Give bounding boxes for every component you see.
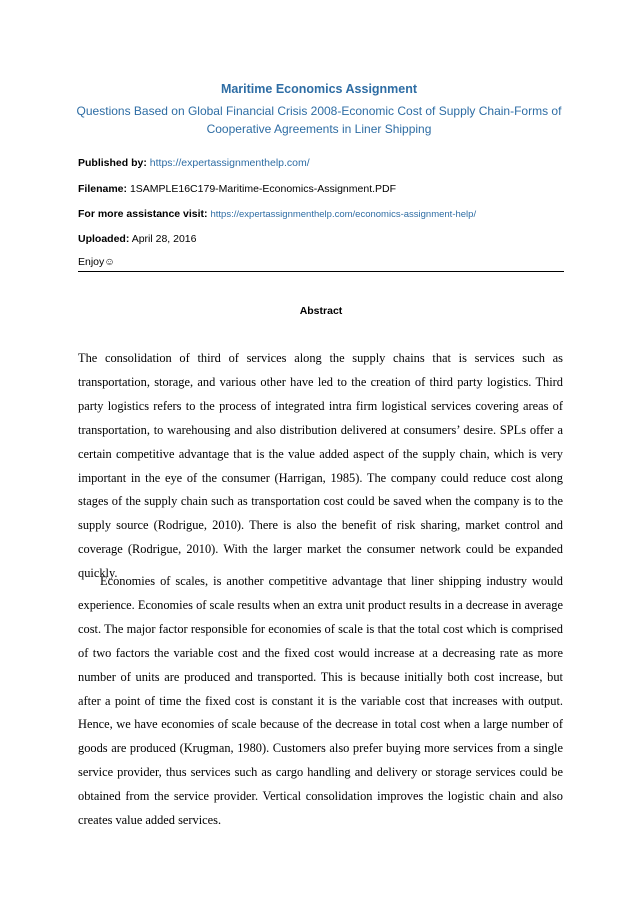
assistance-link[interactable]: https://expertassignmenthelp.com/economics-assignment-help/ [210, 209, 477, 220]
published-by-line [78, 157, 310, 169]
uploaded-label: Uploaded: [78, 233, 130, 245]
uploaded-value: April 28, 2016 [131, 233, 197, 245]
uploaded-line [78, 233, 196, 245]
abstract-paragraph-2: Economies of scales, is another competitive advantage that liner shipping industry would experience. Economies of scale results when an extra unit product results in a decrease in average cost. The major factor responsible for economies of scale is that the total cost which is comprised of two factors the variable cost and the fixed cost would increase at a decreasing rate as more number of units are produced and transported. This is because initially both cost increase, but after a point of time the fixed cost is constant it is the variable cost that increases with output. Hence, we have economies of scale because of the decrease in total cost when a large number of goods are produced (Krugman, 1980). Customers also prefer buying more services from a single service provider, thus services such as cargo handling and delivery or storage services could be obtained from the service provider. Vertical consolidation improves the logistic chain and also creates value added services. [78, 574, 563, 828]
abstract-heading: Abstract [299, 305, 343, 317]
assistance-label: For more assistance visit: [78, 208, 208, 220]
document-subtitle: Questions Based on Global Financial Crisis 2008-Economic Cost of Supply Chain-Forms of Cooperative Agreements in Liner Shipping [76, 104, 562, 136]
filename-value: 1SAMPLE16C179-Maritime-Economics-Assignment.PDF [129, 183, 397, 195]
published-by-link[interactable]: https://expertassignmenthelp.com/ [149, 157, 310, 169]
document-title: Maritime Economics Assignment [220, 82, 418, 96]
abstract-paragraph-1: The consolidation of third of services along the supply chains that is services such as transportation, storage, and various other have led to the creation of third party logistics. Third party logistics refers to the process of integrated intra firm logistical services covering areas of transportation, to warehousing and also distribution delivered at consumers’ desire. SPLs offer a certain competitive advantage that is the value added aspect of the supply chain, which is very important in the eye of the consumer (Harrigan, 1985). The company could reduce cost along stages of the supply chain such as transportation cost could be saved when the company is to the supply source (Rodrigue, 2010). There is also the benefit of risk sharing, market control and coverage (Rodrigue, 2010). With the larger market the consumer network could be expanded quickly. [78, 351, 563, 581]
filename-line [78, 183, 396, 195]
assistance-line [78, 208, 476, 220]
header-divider [78, 271, 564, 272]
filename-label: Filename: [78, 183, 128, 195]
enjoy-text: Enjoy☺ [78, 256, 115, 268]
published-by-label: Published by: [78, 157, 147, 169]
